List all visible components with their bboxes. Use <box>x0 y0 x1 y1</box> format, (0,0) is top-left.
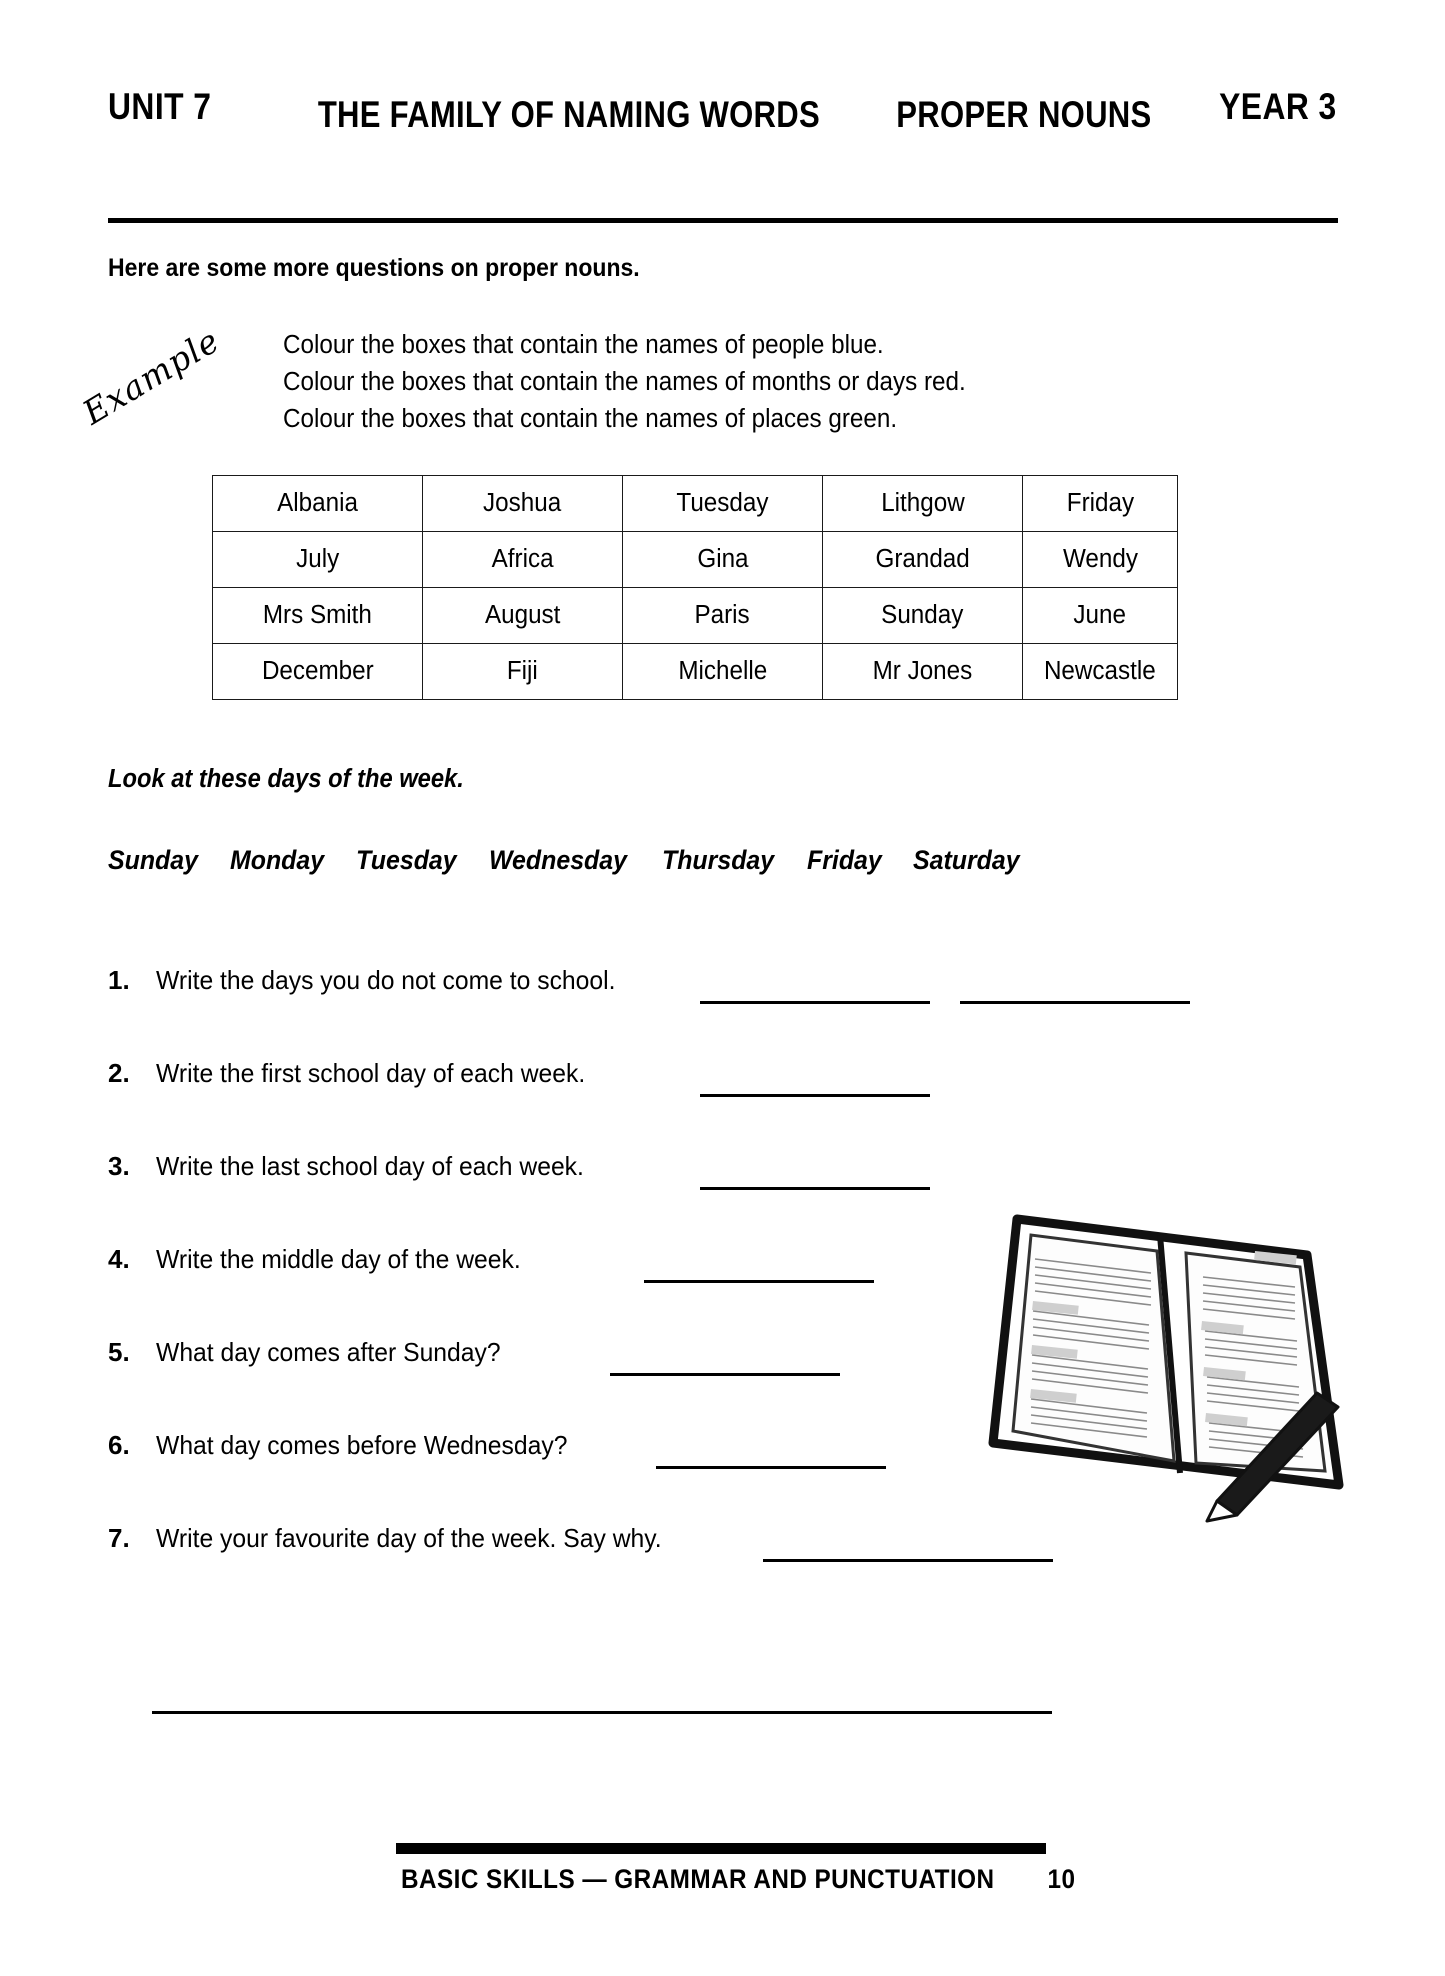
table-cell[interactable] <box>213 588 423 644</box>
table-cell[interactable] <box>213 476 423 532</box>
cell-text: Newcastle <box>1044 657 1156 685</box>
day-tuesday: Tuesday <box>355 845 457 875</box>
unit-label: UNIT 7 <box>108 86 212 127</box>
answer-line[interactable] <box>656 1466 886 1469</box>
table-cell[interactable] <box>623 588 823 644</box>
table-cell[interactable] <box>623 644 823 700</box>
page-title-line1: THE FAMILY OF NAMING WORDS <box>317 94 820 135</box>
table-cell[interactable] <box>423 476 623 532</box>
cell-text: June <box>1073 601 1127 629</box>
example-badge <box>75 320 256 433</box>
question-number: 2. <box>108 1058 130 1088</box>
cell-text: Joshua <box>483 489 562 517</box>
cell-text: Tuesday <box>676 489 769 517</box>
cell-text: Mrs Smith <box>262 601 373 629</box>
answer-line[interactable] <box>644 1280 874 1283</box>
question-text: Write the last school day of each week. <box>156 1151 584 1181</box>
intro-text: Here are some more questions on proper nouns. <box>108 254 640 282</box>
days-section-lead: Look at these days of the week. <box>108 765 464 793</box>
page-header <box>108 86 1337 184</box>
cell-text: Grandad <box>875 545 970 573</box>
cell-text: July <box>295 545 340 573</box>
table-cell[interactable] <box>1023 588 1178 644</box>
question-text: Write the middle day of the week. <box>156 1244 521 1274</box>
question-item-2 <box>108 1058 1338 1151</box>
question-number: 5. <box>108 1337 130 1367</box>
table-cell[interactable] <box>823 476 1023 532</box>
proper-noun-table <box>212 475 1178 700</box>
table-cell[interactable] <box>213 532 423 588</box>
example-label: Example <box>75 320 227 433</box>
footer <box>0 1864 1445 1895</box>
cell-text: August <box>484 601 561 629</box>
table-row <box>213 532 1178 588</box>
question-number: 6. <box>108 1430 130 1460</box>
day-monday: Monday <box>229 845 324 875</box>
question-number: 1. <box>108 965 130 995</box>
days-of-week-list <box>108 845 1108 876</box>
page-title-line2: PROPER NOUNS <box>896 94 1152 135</box>
question-text: Write your favourite day of the week. Say why. <box>156 1523 662 1553</box>
day-wednesday: Wednesday <box>488 845 627 875</box>
question-text: What day comes before Wednesday? <box>156 1430 568 1460</box>
answer-line[interactable] <box>610 1373 840 1376</box>
header-divider <box>108 218 1338 223</box>
cell-text: Paris <box>694 601 751 629</box>
table-cell[interactable] <box>823 532 1023 588</box>
cell-text: Africa <box>491 545 554 573</box>
table-row <box>213 476 1178 532</box>
table-cell[interactable] <box>1023 644 1178 700</box>
footer-divider <box>396 1843 1046 1854</box>
answer-line[interactable] <box>960 1001 1190 1004</box>
table-cell[interactable] <box>1023 532 1178 588</box>
colour-instruction-people: Colour the boxes that contain the names of people blue. <box>283 331 884 359</box>
year-label: YEAR 3 <box>1219 86 1337 127</box>
table-cell[interactable] <box>823 644 1023 700</box>
answer-line[interactable] <box>700 1001 930 1004</box>
table-cell[interactable] <box>623 476 823 532</box>
cell-text: Sunday <box>881 601 964 629</box>
table-cell[interactable] <box>623 532 823 588</box>
cell-text: Fiji <box>507 657 538 685</box>
question-number: 7. <box>108 1523 130 1553</box>
cell-text: Lithgow <box>880 489 965 517</box>
colour-instruction-months-days: Colour the boxes that contain the names of months or days red. <box>283 368 966 396</box>
question-text: Write the first school day of each week. <box>156 1058 586 1088</box>
cell-text: Michelle <box>678 657 767 685</box>
table-cell[interactable] <box>823 588 1023 644</box>
table-row <box>213 644 1178 700</box>
cell-text: Friday <box>1066 489 1134 517</box>
day-friday: Friday <box>806 845 882 875</box>
table-cell[interactable] <box>423 588 623 644</box>
day-saturday: Saturday <box>912 845 1020 875</box>
header-title-block <box>108 86 1337 136</box>
question-item-7 <box>108 1523 1338 1616</box>
cell-text: Albania <box>277 489 358 517</box>
open-book-icon <box>955 1185 1375 1525</box>
colour-instruction-places: Colour the boxes that contain the names of places green. <box>283 405 898 433</box>
table-row <box>213 588 1178 644</box>
answer-line[interactable] <box>700 1187 930 1190</box>
colour-instruction-list <box>283 327 966 438</box>
question-text: Write the days you do not come to school. <box>156 965 616 995</box>
table-cell[interactable] <box>423 644 623 700</box>
answer-line[interactable] <box>763 1559 1053 1562</box>
answer-line[interactable] <box>700 1094 930 1097</box>
cell-text: December <box>261 657 374 685</box>
cell-text: Wendy <box>1062 545 1138 573</box>
question-number: 3. <box>108 1151 130 1181</box>
day-sunday: Sunday <box>108 845 198 875</box>
table-cell[interactable] <box>423 532 623 588</box>
footer-page-number: 10 <box>1047 1864 1076 1894</box>
question-text: What day comes after Sunday? <box>156 1337 501 1367</box>
table-cell[interactable] <box>1023 476 1178 532</box>
footer-title: BASIC SKILLS — GRAMMAR AND PUNCTUATION <box>401 1864 995 1894</box>
table-cell[interactable] <box>213 644 423 700</box>
answer-line-continuation[interactable] <box>152 1711 1052 1714</box>
day-thursday: Thursday <box>661 845 774 875</box>
question-number: 4. <box>108 1244 130 1274</box>
question-item-1 <box>108 965 1338 1058</box>
cell-text: Mr Jones <box>872 657 973 685</box>
cell-text: Gina <box>696 545 749 573</box>
